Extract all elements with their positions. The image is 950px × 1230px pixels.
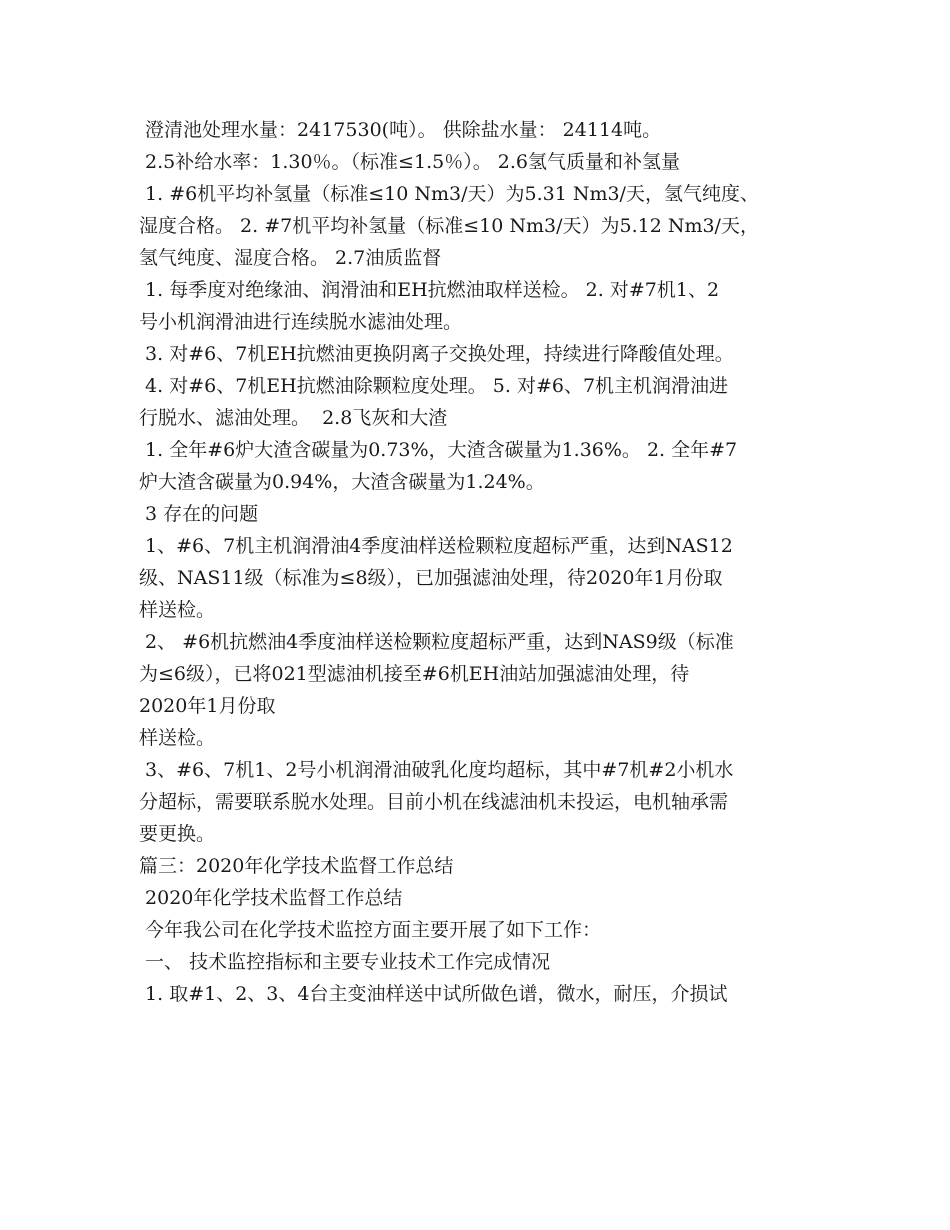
- section-heading: 3 存在的问题: [139, 503, 259, 525]
- text-line: 分超标，需要联系脱水处理。目前小机在线滤油机未投运，电机轴承需: [139, 791, 729, 813]
- text-line: 炉大渣含碳量为0.94%，大渣含碳量为1.24%。: [139, 471, 545, 493]
- text-line: 1、#6、7机主机润滑油4季度油样送检颗粒度超标严重，达到NAS12: [139, 535, 733, 557]
- text-line: 样送检。: [139, 727, 216, 749]
- text-line: 3. 对#6、7机EH抗燃油更换阴离子交换处理，持续进行降酸值处理。: [139, 343, 734, 365]
- section-heading: 一、 技术监控指标和主要专业技术工作完成情况: [139, 951, 551, 973]
- chapter-heading: 篇三：2020年化学技术监督工作总结: [139, 855, 454, 877]
- document-body: [139, 114, 829, 1010]
- text-line: 2.5补给水率：1.30％。（标准≤1.5％）。 2.6氢气质量和补氢量: [139, 151, 680, 173]
- text-line: 行脱水、滤油处理。 2.8飞灰和大渣: [139, 407, 448, 429]
- text-line: 2020年1月份取: [139, 695, 276, 717]
- text-line: 3、#6、7机1、2号小机润滑油破乳化度均超标，其中#7机#2小机水: [139, 759, 734, 781]
- text-line: 2、 #6机抗燃油4季度油样送检颗粒度超标严重，达到NAS9级（标准: [139, 631, 734, 653]
- text-line: 4. 对#6、7机EH抗燃油除颗粒度处理。 5. 对#6、7机主机润滑油进: [139, 375, 729, 397]
- text-line: 为≤6级），已将021型滤油机接至#6机EH油站加强滤油处理，待: [139, 663, 690, 685]
- text-line: 1. 每季度对绝缘油、润滑油和EH抗燃油取样送检。 2. 对#7机1、2: [139, 279, 720, 301]
- text-line: 湿度合格。 2. #7机平均补氢量（标准≤10 Nm3/天）为5.12 Nm3/天，: [139, 215, 759, 237]
- document-title: 2020年化学技术监督工作总结: [139, 887, 403, 909]
- text-line: 1. 取#1、2、3、4台主变油样送中试所做色谱，微水，耐压，介损试: [139, 983, 728, 1005]
- text-line: 样送检。: [139, 599, 216, 621]
- text-line: 1. 全年#6炉大渣含碳量为0.73%，大渣含碳量为1.36%。 2. 全年#7: [139, 439, 738, 461]
- text-line: 要更换。: [139, 823, 216, 845]
- text-line: 1. #6机平均补氢量（标准≤10 Nm3/天）为5.31 Nm3/天，氢气纯度、: [139, 183, 759, 205]
- text-line: 号小机润滑油进行连续脱水滤油处理。: [139, 311, 463, 333]
- text-line: 级、NAS11级（标准为≤8级），已加强滤油处理，待2020年1月份取: [139, 567, 723, 589]
- text-line: 氢气纯度、湿度合格。 2.7油质监督: [139, 247, 442, 269]
- text-line: 澄清池处理水量：2417530(吨）。 供除盐水量： 24114吨。: [139, 119, 662, 141]
- text-line: 今年我公司在化学技术监控方面主要开展了如下工作：: [139, 919, 602, 941]
